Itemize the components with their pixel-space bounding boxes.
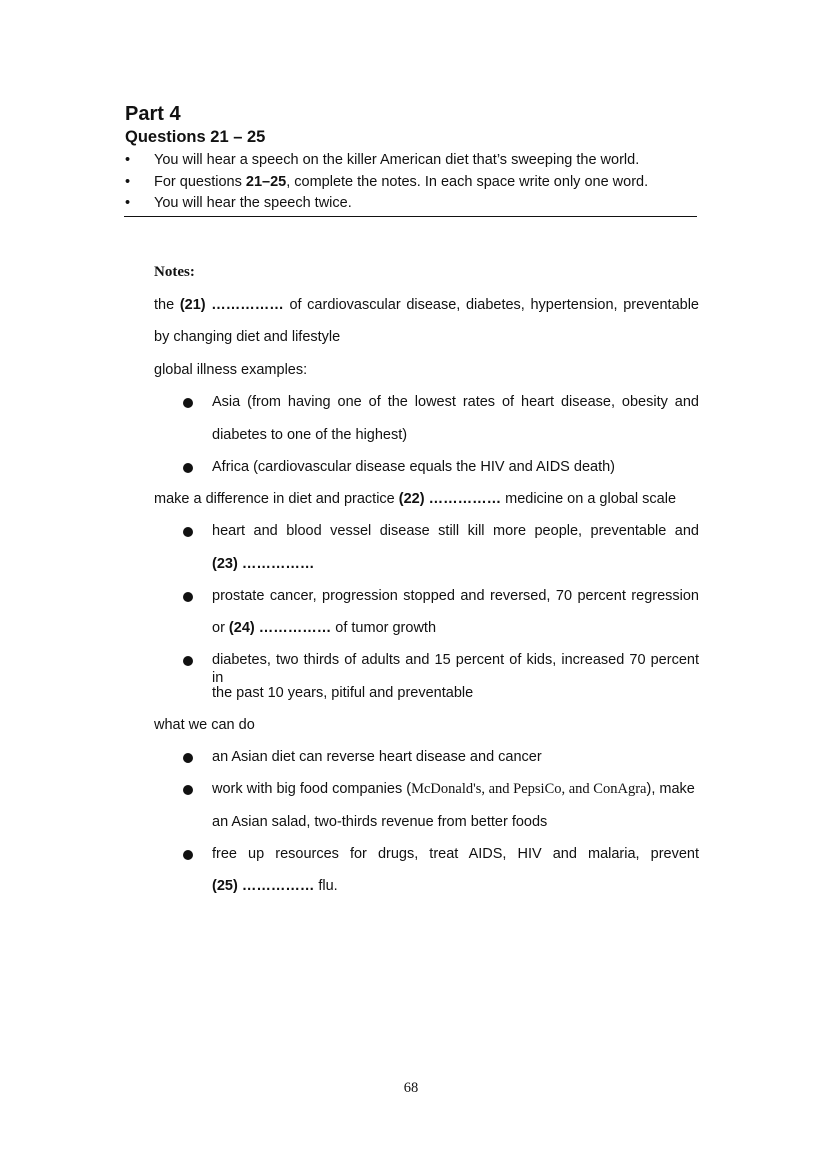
notes-line [154, 490, 699, 508]
instruction-text: , complete the notes. In each space write only one word. [286, 173, 649, 190]
notes-text: the [154, 297, 175, 313]
notes-bullet-line: heart and blood vessel disease still kill more people, preventable and [212, 523, 699, 539]
part-title: Part 4 [125, 103, 181, 125]
instruction-item [125, 172, 698, 194]
answer-blank-25: (25) …………… [212, 878, 315, 894]
notes-line: what we can do [154, 717, 255, 733]
bullet-icon: • [125, 152, 131, 168]
instructions-list [125, 150, 698, 215]
answer-blank-24: (24) …………… [228, 620, 332, 636]
notes-text: work with big food companies ( [212, 781, 412, 797]
notes-bullet-line: Africa (cardiovascular disease equals the HIV and AIDS death) [212, 459, 615, 475]
notes-text: make a difference in diet and practice [154, 491, 399, 507]
notes-line: global illness examples: [154, 362, 308, 378]
bullet-icon: • [125, 173, 131, 190]
bullet-icon [183, 753, 193, 763]
bullet-icon [183, 463, 193, 473]
notes-bullet-line: an Asian salad, two-thirds revenue from better foods [212, 814, 548, 830]
notes-bullet-line: diabetes to one of the highest) [212, 427, 408, 443]
notes-heading: Notes: [154, 264, 195, 280]
bullet-icon [183, 785, 193, 795]
notes-text: of cardiovascular disease, diabetes, hypertension, preventable [289, 297, 699, 313]
question-range: 21–25 [245, 173, 287, 190]
bullet-icon [183, 656, 193, 666]
notes-bullet-line [212, 877, 699, 895]
bullet-icon [183, 527, 193, 537]
notes-line [154, 296, 699, 314]
notes-text: or [212, 620, 229, 636]
notes-bullet-line: the past 10 years, pitiful and preventable [212, 685, 474, 701]
instruction-text: For questions [154, 173, 246, 190]
answer-blank-23: (23) …………… [212, 556, 315, 572]
notes-text: of tumor growth [331, 620, 437, 636]
notes-bullet-line: free up resources for drugs, treat AIDS, HIV and malaria, prevent [212, 846, 699, 862]
horizontal-divider [124, 216, 697, 217]
page-number: 68 [403, 1080, 419, 1096]
questions-title: Questions 21 – 25 [125, 128, 266, 146]
instruction-text: You will hear a speech on the killer American diet that’s sweeping the world. [154, 152, 640, 168]
instruction-item [125, 193, 698, 215]
notes-bullet-line [212, 780, 699, 798]
notes-text: ), make [646, 781, 695, 797]
notes-text: flu. [314, 878, 338, 894]
notes-text: medicine on a global scale [501, 491, 677, 507]
notes-bullet-line: an Asian diet can reverse heart disease and cancer [212, 749, 542, 765]
bullet-icon: • [125, 195, 131, 211]
notes-bullet-line [212, 619, 699, 637]
notes-bullet-line: diabetes, two thirds of adults and 15 percent of kids, increased 70 percent in [212, 652, 699, 686]
bullet-icon [183, 850, 193, 860]
instruction-text: You will hear the speech twice. [154, 195, 352, 211]
notes-line: by changing diet and lifestyle [154, 329, 341, 345]
answer-blank-21: (21) …………… [179, 297, 284, 313]
answer-blank-22: (22) …………… [398, 491, 502, 507]
notes-bullet-line: prostate cancer, progression stopped and reversed, 70 percent regression [212, 588, 699, 604]
company-names: McDonald's, and PepsiCo, and ConAgra [411, 781, 647, 797]
bullet-icon [183, 592, 193, 602]
notes-bullet-line: Asia (from having one of the lowest rates of heart disease, obesity and [212, 394, 699, 410]
instruction-item [125, 150, 698, 172]
notes-bullet-line [212, 555, 699, 573]
bullet-icon [183, 398, 193, 408]
